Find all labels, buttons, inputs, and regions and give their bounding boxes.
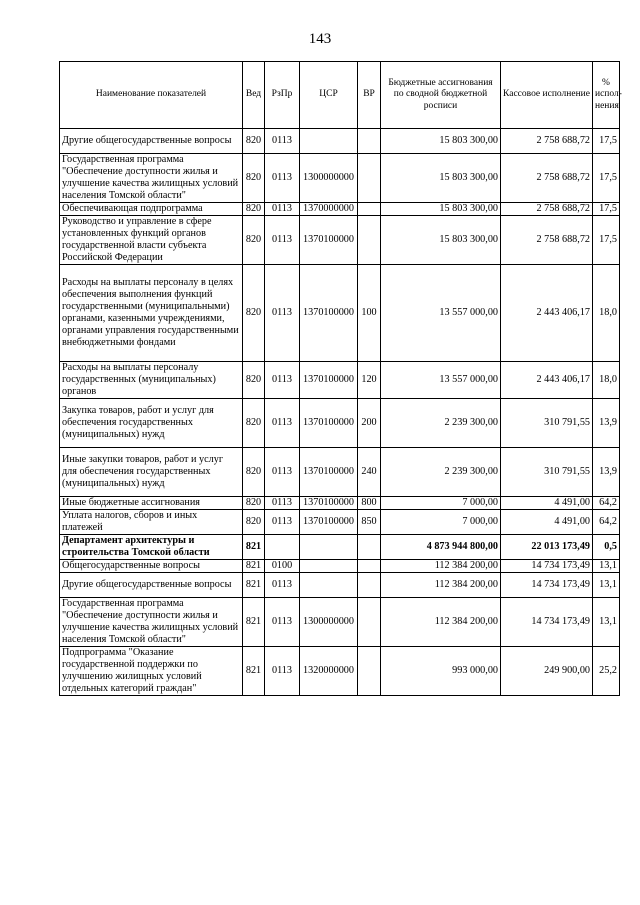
cell-budget: 13 557 000,00: [381, 362, 501, 399]
cell-ved: 821: [243, 647, 265, 696]
cell-ved: 820: [243, 399, 265, 448]
cell-cash: 14 734 173,49: [501, 573, 593, 598]
cell-name: Общегосударственные вопросы: [60, 560, 243, 573]
cell-name: Государственная программа "Обеспечение доступности жилья и улучшение качества жилищных условий населения Томской области": [60, 598, 243, 647]
cell-vr: [358, 573, 381, 598]
cell-csr: [300, 573, 358, 598]
cell-csr: 1300000000: [300, 154, 358, 203]
table-row: [60, 535, 620, 560]
cell-pct: 17,5: [593, 154, 620, 203]
cell-rzpr: [265, 535, 300, 560]
cell-budget: 4 873 944 800,00: [381, 535, 501, 560]
page-number: 143: [308, 31, 332, 47]
col-header-rzpr: РзПр: [265, 62, 300, 129]
table-row: [60, 510, 620, 535]
cell-rzpr: 0113: [265, 154, 300, 203]
cell-cash: 14 734 173,49: [501, 560, 593, 573]
table-row: [60, 362, 620, 399]
budget-execution-table: [59, 61, 620, 696]
cell-cash: 310 791,55: [501, 399, 593, 448]
cell-vr: [358, 154, 381, 203]
cell-vr: [358, 598, 381, 647]
cell-cash: 310 791,55: [501, 448, 593, 497]
cell-name: Другие общегосударственные вопросы: [60, 129, 243, 154]
cell-pct: 13,1: [593, 598, 620, 647]
cell-vr: [358, 647, 381, 696]
cell-budget: 15 803 300,00: [381, 154, 501, 203]
cell-ved: 821: [243, 535, 265, 560]
cell-csr: 1370100000: [300, 362, 358, 399]
cell-budget: 15 803 300,00: [381, 216, 501, 265]
col-header-vr: ВР: [358, 62, 381, 129]
cell-name: Закупка товаров, работ и услуг для обеспечения государственных (муниципальных) нужд: [60, 399, 243, 448]
cell-name: Руководство и управление в сфере установленных функций органов государственной власти субъекта Российской Федерации: [60, 216, 243, 265]
cell-csr: 1370000000: [300, 203, 358, 216]
table-row: [60, 497, 620, 510]
table-row: [60, 598, 620, 647]
cell-csr: 1370100000: [300, 216, 358, 265]
cell-vr: 800: [358, 497, 381, 510]
cell-pct: 17,5: [593, 203, 620, 216]
table-body: [60, 129, 620, 696]
cell-vr: 200: [358, 399, 381, 448]
cell-ved: 820: [243, 510, 265, 535]
table-row: [60, 216, 620, 265]
cell-rzpr: 0113: [265, 510, 300, 535]
cell-vr: 100: [358, 265, 381, 362]
cell-cash: 4 491,00: [501, 510, 593, 535]
cell-pct: 13,9: [593, 448, 620, 497]
cell-ved: 820: [243, 497, 265, 510]
cell-rzpr: 0113: [265, 399, 300, 448]
cell-name: Другие общегосударственные вопросы: [60, 573, 243, 598]
col-header-csr: ЦСР: [300, 62, 358, 129]
cell-csr: 1370100000: [300, 399, 358, 448]
cell-vr: 240: [358, 448, 381, 497]
table-row: [60, 560, 620, 573]
cell-rzpr: 0113: [265, 448, 300, 497]
cell-cash: 2 758 688,72: [501, 216, 593, 265]
cell-csr: [300, 535, 358, 560]
cell-rzpr: 0113: [265, 647, 300, 696]
col-header-ved: Вед: [243, 62, 265, 129]
cell-budget: 2 239 300,00: [381, 448, 501, 497]
cell-name: Иные бюджетные ассигнования: [60, 497, 243, 510]
table-header-row: [60, 62, 620, 129]
cell-cash: 2 443 406,17: [501, 362, 593, 399]
cell-vr: [358, 203, 381, 216]
col-header-cash: Кассовое исполнение: [501, 62, 593, 129]
cell-pct: 17,5: [593, 216, 620, 265]
cell-rzpr: 0113: [265, 573, 300, 598]
cell-pct: 17,5: [593, 129, 620, 154]
cell-budget: 15 803 300,00: [381, 129, 501, 154]
cell-rzpr: 0113: [265, 216, 300, 265]
table-row: [60, 203, 620, 216]
cell-pct: 25,2: [593, 647, 620, 696]
cell-pct: 64,2: [593, 497, 620, 510]
cell-rzpr: 0113: [265, 497, 300, 510]
cell-rzpr: 0113: [265, 598, 300, 647]
cell-name: Иные закупки товаров, работ и услуг для обеспечения государственных (муниципальных) нужд: [60, 448, 243, 497]
cell-vr: 120: [358, 362, 381, 399]
cell-name: Уплата налогов, сборов и иных платежей: [60, 510, 243, 535]
cell-csr: 1370100000: [300, 265, 358, 362]
cell-budget: 7 000,00: [381, 510, 501, 535]
cell-budget: 13 557 000,00: [381, 265, 501, 362]
cell-name: Государственная программа "Обеспечение доступности жилья и улучшение качества жилищных условий населения Томской области": [60, 154, 243, 203]
table-row: [60, 647, 620, 696]
cell-name: Подпрограмма "Оказание государственной поддержки по улучшению жилищных условий отдельных категорий граждан": [60, 647, 243, 696]
cell-rzpr: 0113: [265, 362, 300, 399]
cell-ved: 820: [243, 203, 265, 216]
cell-vr: [358, 216, 381, 265]
cell-cash: 2 758 688,72: [501, 129, 593, 154]
col-header-budget: Бюджетные ассигнования по сводной бюджетной росписи: [381, 62, 501, 129]
cell-ved: 820: [243, 265, 265, 362]
table-row: [60, 129, 620, 154]
table-row: [60, 573, 620, 598]
col-header-pct: % испол-нения: [593, 62, 620, 129]
table-row: [60, 448, 620, 497]
col-header-name: Наименование показателей: [60, 62, 243, 129]
cell-ved: 821: [243, 560, 265, 573]
cell-name: Обеспечивающая подпрограмма: [60, 203, 243, 216]
cell-rzpr: 0113: [265, 203, 300, 216]
cell-cash: 14 734 173,49: [501, 598, 593, 647]
cell-vr: 850: [358, 510, 381, 535]
cell-rzpr: 0113: [265, 129, 300, 154]
cell-cash: 2 758 688,72: [501, 203, 593, 216]
table-row: [60, 265, 620, 362]
cell-ved: 820: [243, 129, 265, 154]
cell-cash: 2 758 688,72: [501, 154, 593, 203]
cell-pct: 13,1: [593, 573, 620, 598]
cell-csr: [300, 129, 358, 154]
table-row: [60, 399, 620, 448]
cell-budget: 2 239 300,00: [381, 399, 501, 448]
cell-pct: 18,0: [593, 265, 620, 362]
cell-csr: 1320000000: [300, 647, 358, 696]
cell-rzpr: 0100: [265, 560, 300, 573]
cell-budget: 7 000,00: [381, 497, 501, 510]
cell-csr: 1370100000: [300, 448, 358, 497]
cell-cash: 249 900,00: [501, 647, 593, 696]
cell-pct: 13,9: [593, 399, 620, 448]
cell-rzpr: 0113: [265, 265, 300, 362]
cell-vr: [358, 560, 381, 573]
cell-csr: 1370100000: [300, 497, 358, 510]
cell-ved: 820: [243, 362, 265, 399]
cell-cash: 4 491,00: [501, 497, 593, 510]
cell-csr: 1300000000: [300, 598, 358, 647]
cell-budget: 993 000,00: [381, 647, 501, 696]
cell-csr: [300, 560, 358, 573]
cell-cash: 22 013 173,49: [501, 535, 593, 560]
cell-ved: 821: [243, 573, 265, 598]
cell-vr: [358, 129, 381, 154]
cell-ved: 820: [243, 154, 265, 203]
cell-name: Расходы на выплаты персоналу в целях обеспечения выполнения функций государственными (муниципальными) органами, казенными учреждениями, органами управления государственными внебюджетными фондами: [60, 265, 243, 362]
cell-budget: 112 384 200,00: [381, 598, 501, 647]
cell-pct: 0,5: [593, 535, 620, 560]
cell-name: Департамент архитектуры и строительства Томской области: [60, 535, 243, 560]
cell-vr: [358, 535, 381, 560]
cell-pct: 18,0: [593, 362, 620, 399]
table-row: [60, 154, 620, 203]
cell-ved: 821: [243, 598, 265, 647]
cell-budget: 15 803 300,00: [381, 203, 501, 216]
cell-budget: 112 384 200,00: [381, 560, 501, 573]
cell-csr: 1370100000: [300, 510, 358, 535]
cell-pct: 64,2: [593, 510, 620, 535]
cell-name: Расходы на выплаты персоналу государственных (муниципальных) органов: [60, 362, 243, 399]
cell-cash: 2 443 406,17: [501, 265, 593, 362]
cell-budget: 112 384 200,00: [381, 573, 501, 598]
cell-pct: 13,1: [593, 560, 620, 573]
cell-ved: 820: [243, 448, 265, 497]
cell-ved: 820: [243, 216, 265, 265]
